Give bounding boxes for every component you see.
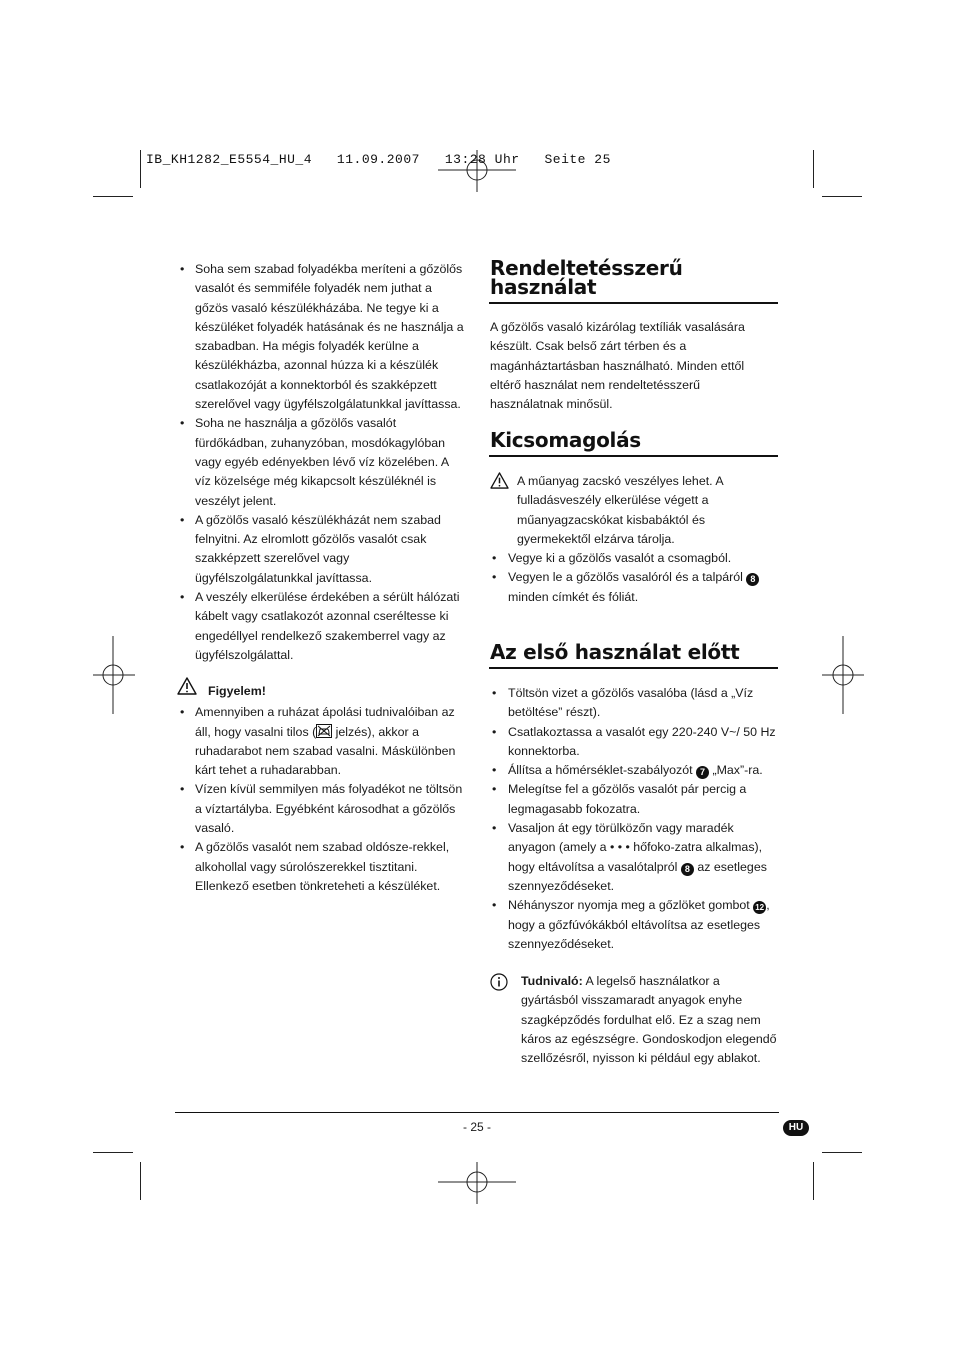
attention-label: Figyelem! [208, 684, 266, 699]
crop-mark [140, 1162, 141, 1200]
crop-mark [93, 1152, 133, 1153]
list-item: • Csatlakoztassa a vasalót egy 220-240 V~/ 50 Hz konnektorba. [490, 723, 778, 762]
crop-mark [822, 1152, 862, 1153]
part-number-badge: 8 [681, 863, 694, 876]
list-item: • Vegye ki a gőzölős vasalót a csomagból. [490, 549, 778, 568]
crop-mark [93, 196, 133, 197]
list-item: • Néhányszor nyomja meg a gőzlöket gombot 12 , hogy a gőzfúvókákból eltávolítsa az esetleges szennyeződéseket. [490, 896, 778, 954]
warning-icon [490, 472, 509, 489]
left-column [177, 260, 467, 896]
list-item: • Vegyen le a gőzölős vasalóról és a talpáról 8 minden címkét és fóliát. [490, 568, 778, 607]
crop-mark [813, 150, 814, 188]
section-title: Rendeltetésszerű használat [490, 256, 683, 299]
footer-rule [175, 1112, 779, 1113]
unpacking-list [490, 549, 778, 607]
section-title: Az első használat előtt [490, 640, 740, 664]
print-slug: IB_KH1282_E5554_HU_4 11.09.2007 13:28 Uhr Seite 25 [146, 152, 611, 167]
list-item: • Vasaljon át egy törülközőn vagy maradék anyagon (amely a • • • hőfoko-zatra alkalmas), hogy eltávolítsa a vasalótalpról 8 az esetleges szennyeződéseket. [490, 819, 778, 896]
section-rule [489, 667, 778, 669]
list-item: • A veszély elkerülése érdekében a sérült hálózati kábelt vagy csatlakozót azonnal cseréltesse ki engedéllyel rendelkező szakemberrel vagy az ügyfélszolgálattal. [177, 588, 467, 665]
part-number-badge: 8 [746, 573, 759, 586]
crop-mark [813, 1162, 814, 1200]
section-rule [489, 302, 778, 304]
list-item: • Melegítse fel a gőzölős vasalót pár percig a legmagasabb fokozatra. [490, 780, 778, 819]
list-item: • A gőzölős vasaló készülékházát nem szabad felnyitni. Az elromlott gőzölős vasalót csak szakképzett szerelővel vagy ügyfélszolgálatunkkal javíttassa. [177, 511, 467, 588]
list-item: • A gőzölős vasalót nem szabad oldósze-rekkel, alkohollal vagy súrolószerekkel tisztitani. Ellenkező esetben tönkreteheti a készüléket. [177, 838, 467, 896]
section-rule [489, 455, 778, 457]
language-badge: HU [783, 1120, 809, 1136]
info-icon [490, 973, 508, 991]
note-label: Tudnivaló: [521, 974, 583, 988]
attention-heading [177, 677, 467, 703]
registration-mark-bottom [438, 1162, 516, 1204]
section-title: Kicsomagolás [490, 428, 641, 452]
crop-mark [822, 196, 862, 197]
no-ironing-icon [316, 724, 332, 738]
section-text: A gőzölős vasaló kizárólag textíliák vasalására készült. Csak belső zárt térben és a magánháztartásban használható. Minden ettől eltérő használat nem rendeltetésszerű használatnak minősül. [490, 320, 745, 412]
registration-mark-left [93, 636, 135, 714]
list-item: • Soha sem szabad folyadékba meríteni a gőzölős vasalót és semmiféle folyadék nem juthat a gőzös vasaló készülékházába. Ne tegye ki a készüléket folyadék hatásának és ne használja a szabadban. Ha mégis folyadék kerülne a készülékházba, azonnal húzza ki a készülék csatlakozóját a konnektorból és szakképzett szerelővel vagy ügyfélszolgálatunkkal javíttassa. [177, 260, 467, 414]
unpacking-warning: A műanyag zacskó veszélyes lehet. A fulladásveszély elkerülése végett a műanyagzacskókat kisbabáktól és gyermekektől elzárva tárolja. [490, 472, 778, 549]
list-item: • Vízen kívül semmilyen más folyadékot ne töltsön a víztartályba. Egyébként károsodhat a gőzölős vasaló. [177, 780, 467, 838]
section-before-first-use [490, 640, 778, 664]
section-unpacking [490, 428, 778, 452]
warning-icon [177, 677, 197, 695]
list-item: • Állítsa a hőmérséklet-szabályozót 7 „Max”-ra. [490, 761, 778, 780]
list-item: • Soha ne használja a gőzölős vasalót fürdőkádban, zuhanyzóban, mosdókagylóban vagy egyéb edényekben lévő víz közelében. A víz közelsége még kikapcsolt készüléknél is veszélyt jelent. [177, 414, 467, 510]
list-item: • Amennyiben a ruházat ápolási tudnivalóiban az áll, hogy vasalni tilos ( jelzés), akkor a ruhadarabot nem szabad vasalni. Máskülönben kárt tehet a ruhadarabban. [177, 703, 467, 780]
note-block: Tudnivaló: A legelső használatkor a gyártásból visszamaradt anyagok enyhe szagképződés fordulhat elő. Ez a szag nem káros az egészségre. Gondoskodjon elegendő szellőzésről, nyisson ki például egy ablakot. [490, 972, 778, 1068]
part-number-badge: 12 [753, 901, 766, 914]
temperature-dots: • • • [609, 840, 630, 855]
part-number-badge: 7 [696, 766, 709, 779]
crop-mark [140, 150, 141, 188]
page-number: - 25 - [462, 1120, 491, 1134]
list-item: • Töltsön vizet a gőzölős vasalóba (lásd a „Víz betöltése” részt). [490, 684, 778, 723]
section-intended-use [490, 256, 778, 299]
first-use-list [490, 684, 778, 954]
registration-mark-right [822, 636, 864, 714]
